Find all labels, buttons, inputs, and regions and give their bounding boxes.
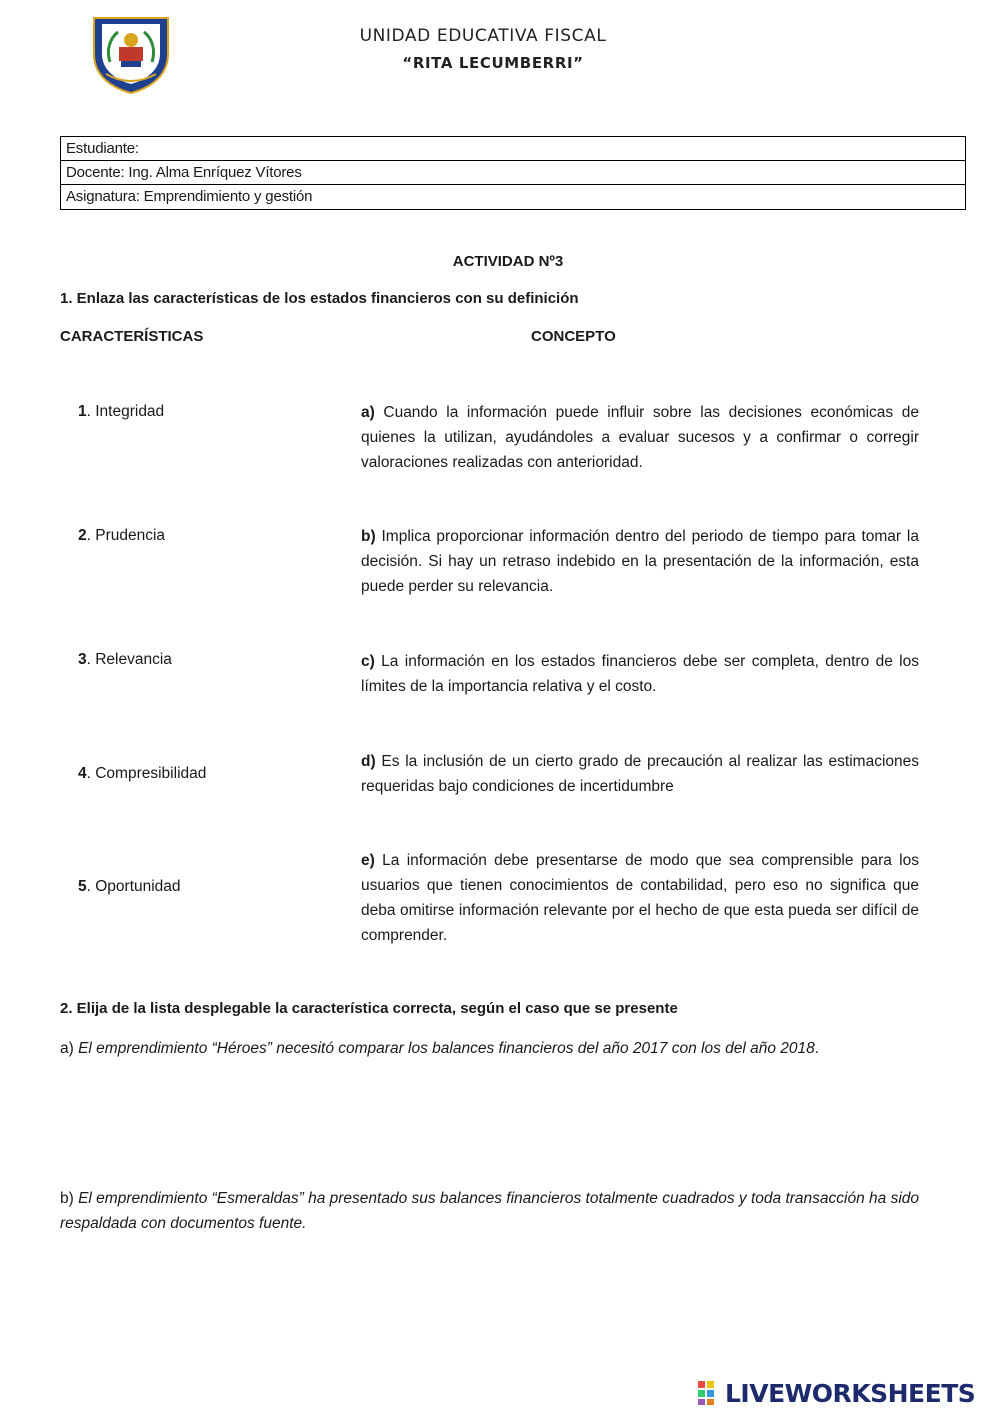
brand-name: LIVEWORKSHEETS	[725, 1378, 976, 1408]
case-a	[60, 1036, 940, 1061]
characteristic-number: 5	[78, 878, 87, 895]
characteristic-label: . Oportunidad	[86, 878, 181, 895]
concept-item[interactable]	[361, 848, 919, 948]
school-name-line2: “RITA LECUMBERRI”	[402, 54, 584, 72]
concept-item[interactable]	[361, 649, 919, 699]
concept-item[interactable]	[361, 400, 919, 475]
concept-item[interactable]	[361, 524, 919, 599]
concept-item[interactable]	[361, 749, 919, 799]
concept-letter: b)	[361, 528, 376, 545]
concept-header: CONCEPTO	[531, 328, 616, 345]
characteristic-label: . Compresibilidad	[86, 765, 207, 782]
characteristic-item[interactable]	[78, 765, 206, 783]
case-a-prefix: a)	[60, 1040, 79, 1057]
school-name-line1: UNIDAD EDUCATIVA FISCAL	[359, 26, 607, 46]
characteristic-item[interactable]	[78, 651, 172, 669]
student-row: Estudiante:	[61, 137, 965, 161]
case-b-text: El emprendimiento “Esmeraldas” ha presentado sus balances financieros totalmente cuadrados y toda transacción ha sido respaldada con documentos fuente.	[60, 1190, 920, 1232]
characteristic-item[interactable]	[78, 878, 181, 896]
liveworksheets-brand[interactable]	[697, 1378, 975, 1408]
concept-text: La información debe presentarse de modo que sea comprensible para los usuarios que tienen conocimientos de contabilidad, pero eso no significa que deba omitirse información relevante por el hecho de que esta pueda ser difícil de comprender.	[361, 852, 919, 944]
characteristic-label: . Relevancia	[86, 651, 172, 668]
case-a-text: El emprendimiento “Héroes” necesitó comparar los balances financieros del año 2017 con los del año 2018	[78, 1040, 815, 1057]
question2-prompt: 2. Elija de la lista desplegable la característica correcta, según el caso que se presente	[60, 1000, 678, 1017]
student-info-table	[60, 136, 966, 210]
concept-letter: d)	[361, 753, 376, 770]
case-b-prefix: b)	[60, 1190, 79, 1207]
characteristic-number: 4	[78, 765, 87, 782]
characteristic-number: 2	[78, 527, 87, 544]
subject-row: Asignatura: Emprendimiento y gestión	[66, 188, 313, 205]
concept-letter: a)	[361, 404, 375, 421]
case-a-suffix: .	[814, 1040, 820, 1057]
liveworksheets-logo-icon	[697, 1380, 723, 1406]
concept-letter: c)	[361, 653, 375, 670]
question1-prompt: 1. Enlaza las características de los estados financieros con su definición	[60, 290, 579, 307]
concept-text: La información en los estados financieros debe ser completa, dentro de los límites de la importancia relativa y el costo.	[361, 653, 919, 695]
characteristics-header: CARACTERÍSTICAS	[60, 328, 204, 345]
characteristic-item[interactable]	[78, 403, 164, 421]
activity-title: ACTIVIDAD Nº3	[452, 253, 564, 270]
characteristic-item[interactable]	[78, 527, 165, 545]
concept-text: Implica proporcionar información dentro del periodo de tiempo para tomar la decisión. Si hay un retraso indebido en la presentación de la información, esta puede perder su relevancia.	[361, 528, 919, 595]
characteristic-label: . Integridad	[86, 403, 165, 420]
concept-text: Es la inclusión de un cierto grado de precaución al realizar las estimaciones requeridas bajo condiciones de incertidumbre	[361, 753, 919, 795]
case-b	[60, 1186, 940, 1236]
concept-letter: e)	[361, 852, 375, 869]
characteristic-number: 1	[78, 403, 87, 420]
characteristic-label: . Prudencia	[86, 527, 166, 544]
concept-text: Cuando la información puede influir sobre las decisiones económicas de quienes la utilizan, ayudándoles a evaluar sucesos y a confirmar o corregir valoraciones realizadas con anterioridad.	[361, 404, 919, 471]
characteristic-number: 3	[78, 651, 87, 668]
teacher-row: Docente: Ing. Alma Enríquez Vítores	[61, 161, 965, 185]
